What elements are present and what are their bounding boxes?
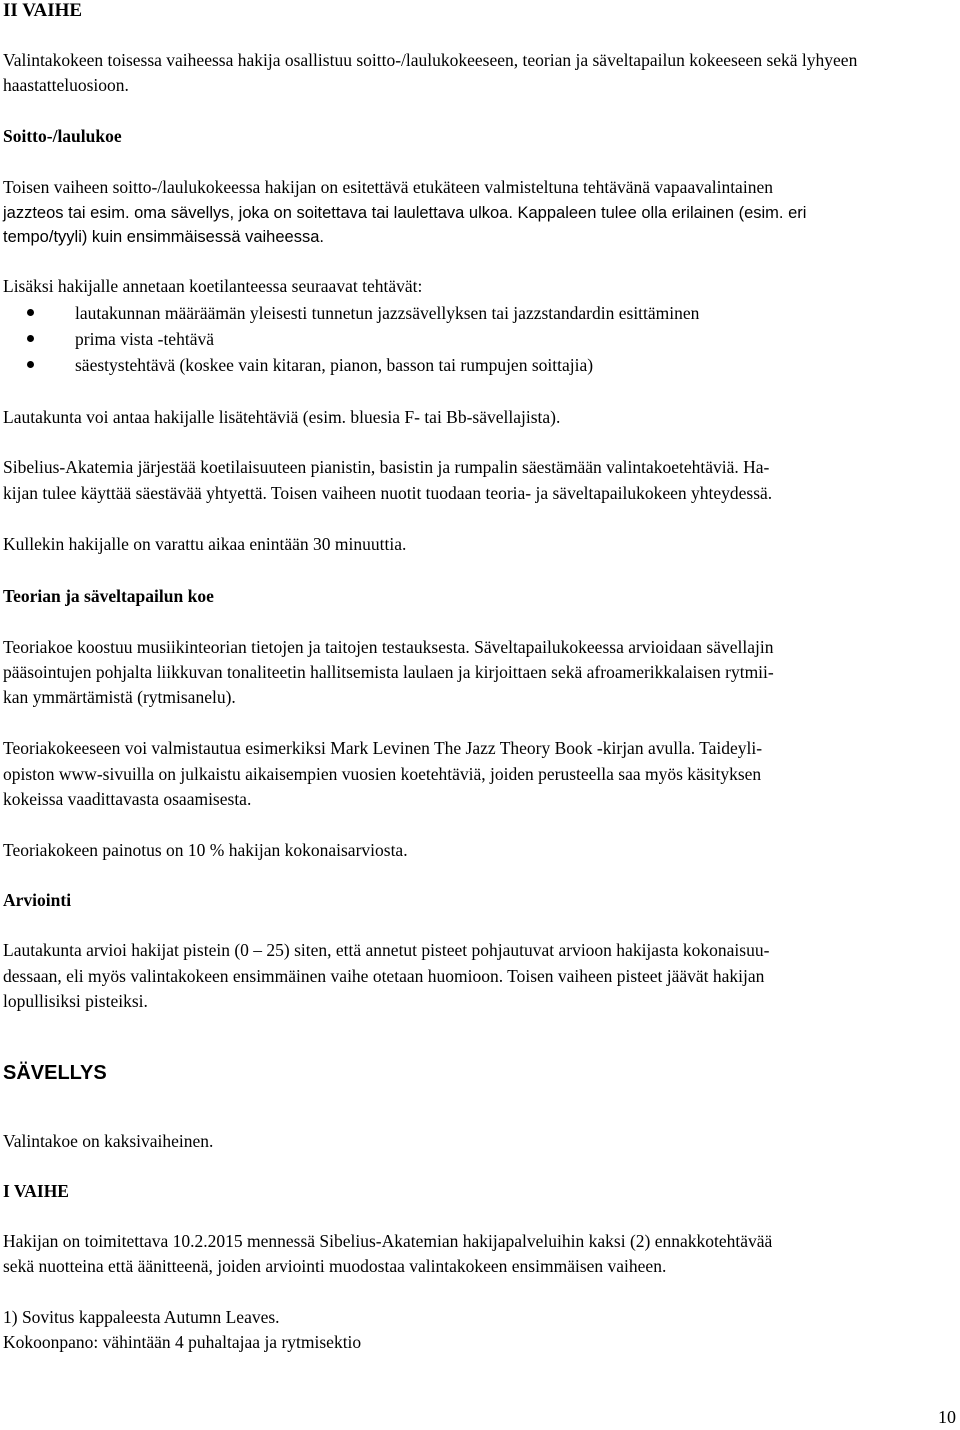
savellys-item-1-detail: Kokoonpano: vähintään 4 puhaltajaa ja rytmisektio <box>3 1332 362 1352</box>
page-number: 10 <box>938 1407 956 1427</box>
teoria-p1-line-1: Teoriakoe koostuu musiikinteorian tietojen ja taitojen testauksesta. Säveltapailukokeessa arvioidaan sävellajin <box>3 637 774 657</box>
heading-savellys: SÄVELLYS <box>3 1062 107 1084</box>
sibelius-line-2: kijan tulee käyttää säestävää yhtyettä. Toisen vaiheen nuotit tuodaan teoria- ja säveltapailukokeen yhteydessä. <box>3 483 773 503</box>
soitto-line-1: Toisen vaiheen soitto-/laulukokeessa hakijan on esitettävä etukäteen valmisteltuna tehtävänä vapaavalintainen <box>3 177 773 197</box>
bullet-icon <box>27 361 34 368</box>
arviointi-line-1: Lautakunta arvioi hakijat pistein (0 – 25) siten, että annetut pisteet pohjautuvat arvioon hakijasta kokonaisuu- <box>3 940 770 960</box>
list-item: prima vista -tehtävä <box>3 326 957 352</box>
kullekin-text: Kullekin hakijalle on varattu aikaa enintään 30 minuuttia. <box>3 534 407 554</box>
lisaksi-text: Lisäksi hakijalle annetaan koetilanteessa seuraavat tehtävät: <box>3 276 423 296</box>
heading-soitto: Soitto-/laulukoe <box>3 126 122 146</box>
savellys-item-1: 1) Sovitus kappaleesta Autumn Leaves. <box>3 1307 280 1327</box>
intro-paragraph: Valintakokeen toisessa vaiheessa hakija osallistuu soitto-/laulukokeeseen, teorian ja säveltapailun kokeeseen sekä lyhyeen haastatteluosioon. <box>3 50 858 95</box>
heading-i-vaihe: I VAIHE <box>3 1181 69 1201</box>
task-list <box>3 300 957 378</box>
savellys-p1-line-2: sekä nuotteina että äänitteenä, joiden arviointi muodostaa valintakokeen ensimmäisen vaiheen. <box>3 1256 667 1276</box>
bullet-icon <box>27 335 34 342</box>
heading-arviointi: Arviointi <box>3 890 72 910</box>
savellys-p1-line-1: Hakijan on toimitettava 10.2.2015 mennessä Sibelius-Akatemian hakijapalveluihin kaksi (2) ennakkotehtävää <box>3 1231 773 1251</box>
teoria-p1-line-2: pääsointujen pohjalta liikkuvan tonaliteetin hallitsemista laulaen ja kirjoittaen sekä afroamerikkalaisen rytmii- <box>3 662 774 682</box>
heading-ii-vaihe: II VAIHE <box>3 0 83 21</box>
teoria-p1-line-3: kan ymmärtämistä (rytmisanelu). <box>3 687 236 707</box>
arviointi-line-2: dessaan, eli myös valintakokeen ensimmäinen vaihe otetaan huomioon. Toisen vaiheen pisteet jäävät hakijan <box>3 966 765 986</box>
soitto-line-3: tempo/tyyli) kuin ensimmäisessä vaiheessa. <box>3 228 324 246</box>
teoria-p2-line-2: opiston www-sivuilla on julkaistu aikaisempien vuosien koetehtäviä, joiden perusteella saa myös käsityksen <box>3 764 762 784</box>
list-item: lautakunnan määräämän yleisesti tunnetun jazzsävellyksen tai jazzstandardin esittäminen <box>3 300 957 326</box>
teoria-p2-line-1: Teoriakokeeseen voi valmistautua esimerkiksi Mark Levinen The Jazz Theory Book -kirjan avulla. Taideyli- <box>3 738 763 758</box>
teoria-p3: Teoriakokeen painotus on 10 % hakijan kokonaisarviosta. <box>3 840 408 860</box>
heading-teoria: Teorian ja säveltapailun koe <box>3 586 214 606</box>
sibelius-line-1: Sibelius-Akatemia järjestää koetilaisuuteen pianistin, basistin ja rumpalin säestämään valintakoetehtäviä. Ha- <box>3 457 770 477</box>
list-item: säestystehtävä (koskee vain kitaran, pianon, basson tai rumpujen soittajia) <box>3 352 957 378</box>
bullet-icon <box>27 309 34 316</box>
savellys-intro: Valintakoe on kaksivaiheinen. <box>3 1131 214 1151</box>
soitto-line-2: jazzteos tai esim. oma sävellys, joka on soitettava tai laulettava ulkoa. Kappaleen tulee olla erilainen (esim. eri <box>3 204 807 222</box>
teoria-p2-line-3: kokeissa vaadittavasta osaamisesta. <box>3 789 252 809</box>
arviointi-line-3: lopullisiksi pisteiksi. <box>3 991 148 1011</box>
lautakunta-text: Lautakunta voi antaa hakijalle lisätehtäviä (esim. bluesia F- tai Bb-sävellajista). <box>3 407 561 427</box>
